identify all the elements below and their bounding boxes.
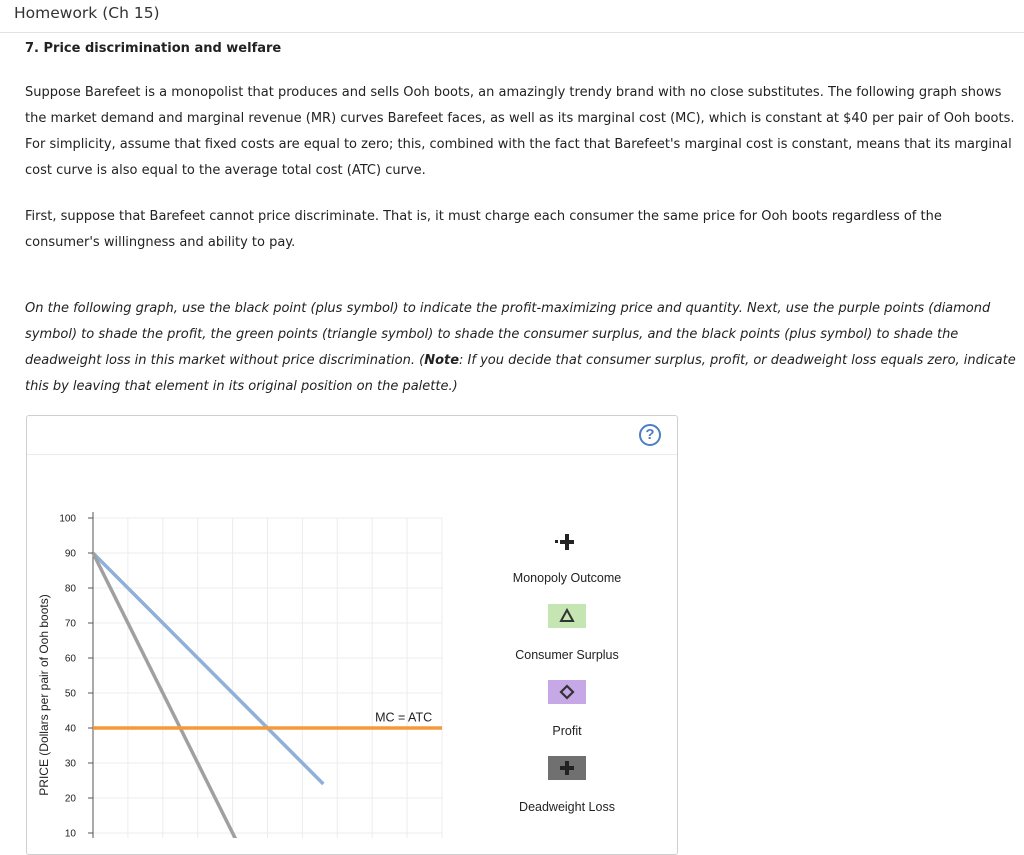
y-tick-label: 30 [64, 758, 76, 770]
palette-label-monopoly-outcome: Monopoly Outcome [512, 571, 622, 585]
triangle-icon[interactable] [548, 604, 586, 628]
y-tick-label: 50 [64, 688, 76, 700]
plus-icon[interactable] [548, 756, 586, 780]
palette-label-deadweight-loss: Deadweight Loss [519, 800, 615, 814]
instructions-text-1: On the following graph, use the black point (plus symbol) to indicate the profit-maximizing price and quantity. Next, use the purple points (diamond symbol) to shade the profit, the green points (triangle symbol) to shade the consumer surplus, and the black points (plus symbol) to shade the deadweight loss in this market without price discrimination. ( [25, 301, 991, 368]
chart-y-ticks [59, 514, 93, 839]
palette-label-profit: Profit [552, 724, 582, 738]
question-paragraph-2: First, suppose that Barefeet cannot price discriminate. That is, it must charge each consumer the same price for Ooh boots regardless of the consumer's willingness and ability to pay. [25, 209, 942, 250]
chart-y-axis-label: PRICE (Dollars per pair of Ooh boots) [37, 594, 51, 796]
chart-annotations [375, 711, 432, 725]
y-tick-label: 60 [64, 653, 76, 665]
y-tick-label: 100 [59, 513, 76, 525]
question-circle-icon[interactable]: ? [639, 424, 661, 446]
instructions-text-2: : If you decide that consumer surplus, profit, or deadweight loss equals zero, indicate this by leaving that element in its original position on the palette.) [25, 353, 1016, 394]
question-paragraph-1: Suppose Barefeet is a monopolist that produces and sells Ooh boots, an amazingly trendy brand with no close substitutes. The following graph shows the market demand and marginal revenue (MR) curves Barefeet faces, as well as its marginal cost (MC), which is constant at $40 per pair of Ooh boots. For simplicity, assume that fixed costs are equal to zero; this, combined with the fact that Barefeet's marginal cost is constant, means that its marginal cost curve is also equal to the average total cost (ATC) curve. [25, 85, 1015, 178]
question-title: 7. Price discrimination and welfare [25, 41, 282, 56]
y-tick-label: 70 [64, 618, 76, 630]
y-tick-label: 20 [64, 793, 76, 805]
diamond-icon[interactable] [548, 680, 586, 704]
chart-grid [93, 518, 442, 838]
y-tick-label: 80 [64, 583, 76, 595]
instructions-note-label: Note [424, 353, 460, 368]
series-line-marginal-revenue [93, 553, 236, 838]
palette-label-consumer-surplus: Consumer Surplus [515, 648, 619, 662]
y-tick-label: 90 [64, 548, 76, 560]
plus-icon[interactable] [549, 533, 585, 553]
assignment-title: Homework (Ch 15) [14, 4, 160, 22]
y-tick-label: 40 [64, 723, 76, 735]
annotation-label: MC = ATC [375, 710, 433, 725]
y-tick-label: 10 [64, 828, 76, 838]
